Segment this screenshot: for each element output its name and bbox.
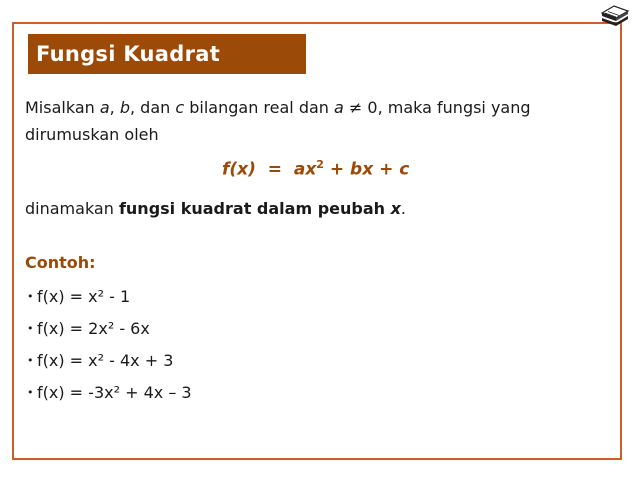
list-item [27, 345, 192, 377]
var-a: a [99, 98, 110, 117]
formula-rest: + bx + c [323, 159, 410, 180]
book-stack-icon [600, 4, 630, 26]
var-a: a [334, 98, 344, 117]
bullet-icon: • [27, 354, 34, 367]
title-banner [28, 34, 306, 74]
formula-arg: (x) [229, 159, 256, 180]
examples-list [27, 281, 192, 409]
examples-heading: Contoh: [25, 253, 96, 272]
definition-term-text: fungsi kuadrat dalam peubah [118, 199, 391, 218]
intro-text: Misalkan [25, 98, 100, 117]
var-c: c [175, 98, 185, 117]
formula-equals: = [255, 159, 294, 180]
definition-var: x [390, 199, 401, 218]
var-b: b [119, 98, 130, 117]
definition-suffix: . [400, 199, 407, 218]
intro-text: , [109, 98, 120, 117]
example-text: f(x) = 2x² - 6x [37, 319, 150, 338]
intro-text: , dan [130, 98, 176, 117]
bullet-icon: • [27, 290, 34, 303]
formula-term: ax [293, 159, 317, 180]
intro-text: bilangan real dan [184, 98, 335, 117]
intro-paragraph [25, 94, 605, 148]
list-item [27, 313, 192, 345]
formula-fn: f [222, 159, 230, 180]
example-text: f(x) = x² - 1 [37, 287, 131, 306]
page-title: Fungsi Kuadrat [36, 42, 221, 66]
example-text: f(x) = -3x² + 4x – 3 [37, 383, 192, 402]
list-item [27, 377, 192, 409]
bullet-icon: • [27, 386, 34, 399]
definition-term [119, 199, 401, 218]
definition-line [25, 197, 406, 221]
intro-text: ≠ 0, maka fungsi yang dirumuskan oleh [25, 98, 531, 144]
quadratic-formula [222, 158, 409, 180]
list-item [27, 281, 192, 313]
bullet-icon: • [27, 322, 34, 335]
definition-prefix: dinamakan [25, 199, 119, 218]
example-text: f(x) = x² - 4x + 3 [37, 351, 174, 370]
formula-exponent: 2 [316, 158, 324, 171]
